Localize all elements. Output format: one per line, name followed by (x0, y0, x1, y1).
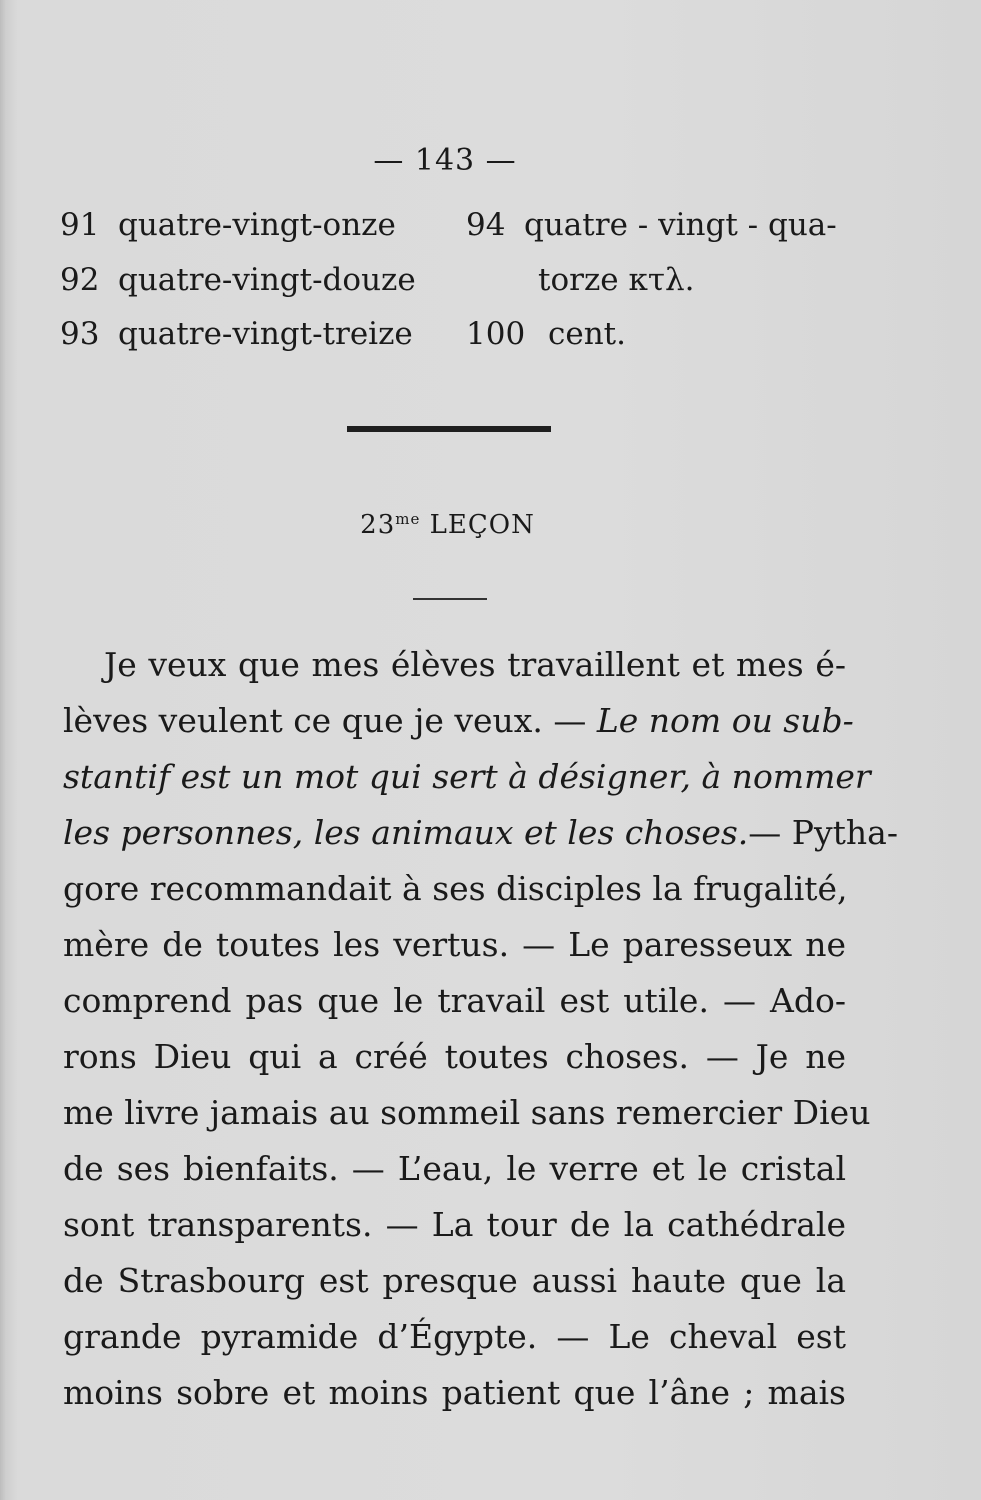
number-value: 92 (60, 262, 100, 298)
text-line-14: moins sobre et moins patient que l’âne ; mais (63, 1373, 846, 1412)
page-number: — 143 — (373, 143, 517, 178)
number-word: quatre - vingt - qua- (524, 207, 837, 243)
heading-underline (413, 598, 487, 600)
lesson-number: 23 (360, 510, 396, 540)
text-line-8: rons Dieu qui a créé toutes choses. — Je ne (63, 1037, 846, 1076)
number-entry-100 (466, 316, 626, 352)
number-word: torze κτλ. (538, 262, 695, 298)
lesson-number-suffix: me (395, 510, 421, 528)
number-word: cent. (548, 316, 626, 352)
number-value: 91 (60, 207, 100, 243)
text-line-6: mère de toutes les vertus. — Le paresseux ne (63, 925, 846, 964)
text-line-2-italic: Le nom ou sub- (596, 701, 854, 740)
number-value: 100 (466, 316, 526, 352)
text-line-13: grande pyramide d’Égypte. — Le cheval est (63, 1317, 846, 1356)
number-entry-93 (60, 316, 413, 352)
text-line-10: de ses bienfaits. — L’eau, le verre et le cristal (63, 1149, 846, 1188)
number-value: 94 (466, 207, 506, 243)
number-entry-94 (466, 207, 837, 243)
text-line-2 (63, 701, 854, 741)
text-line-1: Je veux que mes élèves travaillent et mes é- (104, 645, 846, 684)
lesson-label: LEÇON (429, 510, 535, 540)
text-line-4-italic: les personnes, les animaux et les choses. (63, 813, 749, 852)
text-line-11: sont transparents. — La tour de la cathédrale (63, 1205, 846, 1244)
number-value: 93 (60, 316, 100, 352)
text-line-4-plain: — Pytha- (748, 813, 898, 852)
text-line-4 (63, 813, 898, 853)
section-divider (347, 426, 551, 432)
number-entry-94-continued (538, 262, 695, 298)
lesson-heading (0, 510, 895, 540)
text-line-12: de Strasbourg est presque aussi haute que la (63, 1261, 846, 1300)
number-entry-92 (60, 262, 416, 298)
text-line-7: comprend pas que le travail est utile. — Ado- (63, 981, 846, 1020)
text-line-3: stantif est un mot qui sert à désigner, à nommer (63, 757, 871, 796)
text-line-2-plain: lèves veulent ce que je veux. — (63, 701, 597, 740)
number-word: quatre-vingt-onze (118, 207, 396, 243)
number-word: quatre-vingt-douze (118, 262, 416, 298)
text-line-5: gore recommandait à ses disciples la frugalité, (63, 869, 848, 908)
number-word: quatre-vingt-treize (118, 316, 413, 352)
text-line-9: me livre jamais au sommeil sans remercier Dieu (63, 1093, 871, 1132)
number-entry-91 (60, 207, 396, 243)
